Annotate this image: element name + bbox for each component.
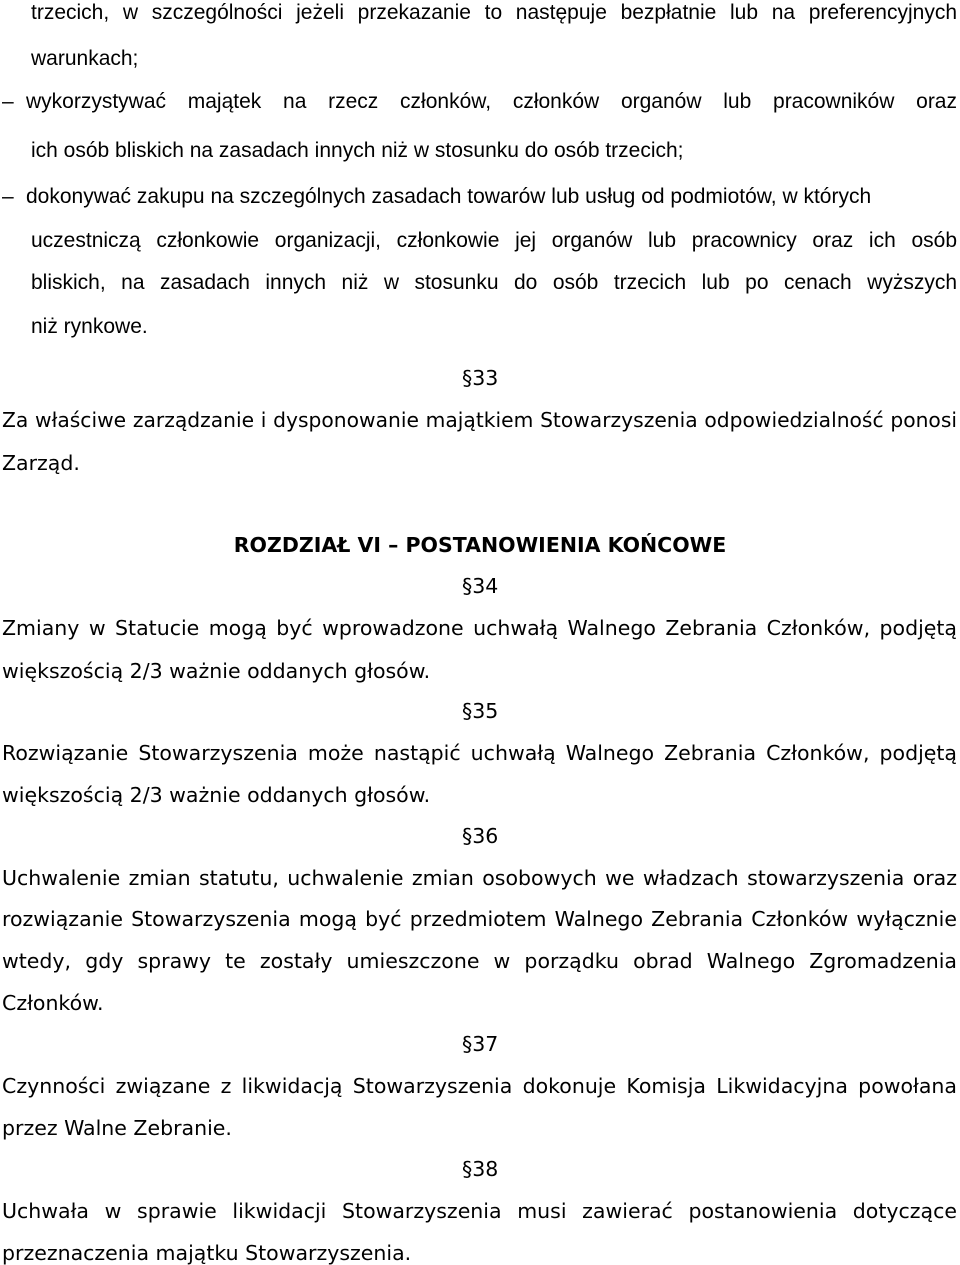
- bullet-item1-line1: trzecich, w szczególności jeżeli przekazanie to następuje bezpłatnie lub na preferencyjnych: [31, 1, 957, 24]
- chapter-heading: ROZDZIAŁ VI – POSTANOWIENIA KOŃCOWE: [233, 533, 727, 557]
- bullet-item2-line1: [2, 91, 957, 112]
- bullet-item3-line4: niż rynkowe.: [31, 315, 148, 338]
- dash-marker: –: [2, 185, 14, 208]
- bullet-item3-text: dokonywać zakupu na szczególnych zasadach towarów lub usług od podmiotów, w których: [26, 185, 872, 208]
- section-33-line1: Za właściwe zarządzanie i dysponowanie majątkiem Stowarzyszenia odpowiedzialność ponosi: [2, 408, 957, 432]
- dash-marker: –: [2, 90, 14, 113]
- bullet-item3-line1: [2, 186, 949, 207]
- section-35-line2: większością 2/3 ważnie oddanych głosów.: [2, 783, 431, 807]
- section-33-label: §33: [462, 366, 499, 390]
- section-36-line3: wtedy, gdy sprawy te zostały umieszczone w porządku obrad Walnego Zgromadzenia: [2, 949, 957, 973]
- section-35-label: §35: [462, 699, 499, 723]
- section-37-line2: przez Walne Zebranie.: [2, 1116, 232, 1140]
- section-36-label: §36: [462, 824, 499, 848]
- section-34-line1: Zmiany w Statucie mogą być wprowadzone uchwałą Walnego Zebrania Członków, podjętą: [2, 616, 957, 640]
- bullet-item2-text: wykorzystywać majątek na rzecz członków, członków organów lub pracowników oraz: [26, 90, 957, 113]
- section-38-label: §38: [462, 1157, 499, 1181]
- section-38-line2: przeznaczenia majątku Stowarzyszenia.: [2, 1241, 412, 1265]
- section-37-label: §37: [462, 1032, 499, 1056]
- section-37-line1: Czynności związane z likwidacją Stowarzyszenia dokonuje Komisja Likwidacyjna powołana: [2, 1074, 957, 1098]
- section-33-line2: Zarząd.: [2, 451, 80, 475]
- section-35-line1: Rozwiązanie Stowarzyszenia może nastąpić uchwałą Walnego Zebrania Członków, podjętą: [2, 741, 957, 765]
- bullet-item3-line2: uczestniczą członkowie organizacji, członkowie jej organów lub pracownicy oraz ich osób: [31, 229, 957, 252]
- section-34-label: §34: [462, 574, 499, 598]
- bullet-item2-line2: ich osób bliskich na zasadach innych niż w stosunku do osób trzecich;: [31, 139, 684, 162]
- section-36-line4: Członków.: [2, 991, 104, 1015]
- section-36-line1: Uchwalenie zmian statutu, uchwalenie zmian osobowych we władzach stowarzyszenia oraz: [2, 866, 957, 890]
- section-38-line1: Uchwała w sprawie likwidacji Stowarzyszenia musi zawierać postanowienia dotyczące: [2, 1199, 957, 1223]
- section-34-line2: większością 2/3 ważnie oddanych głosów.: [2, 659, 431, 683]
- bullet-item3-line3: bliskich, na zasadach innych niż w stosunku do osób trzecich lub po cenach wyższych: [31, 271, 957, 294]
- bullet-item1-line2: warunkach;: [31, 47, 139, 70]
- section-36-line2: rozwiązanie Stowarzyszenia mogą być przedmiotem Walnego Zebrania Członków wyłącznie: [2, 907, 957, 931]
